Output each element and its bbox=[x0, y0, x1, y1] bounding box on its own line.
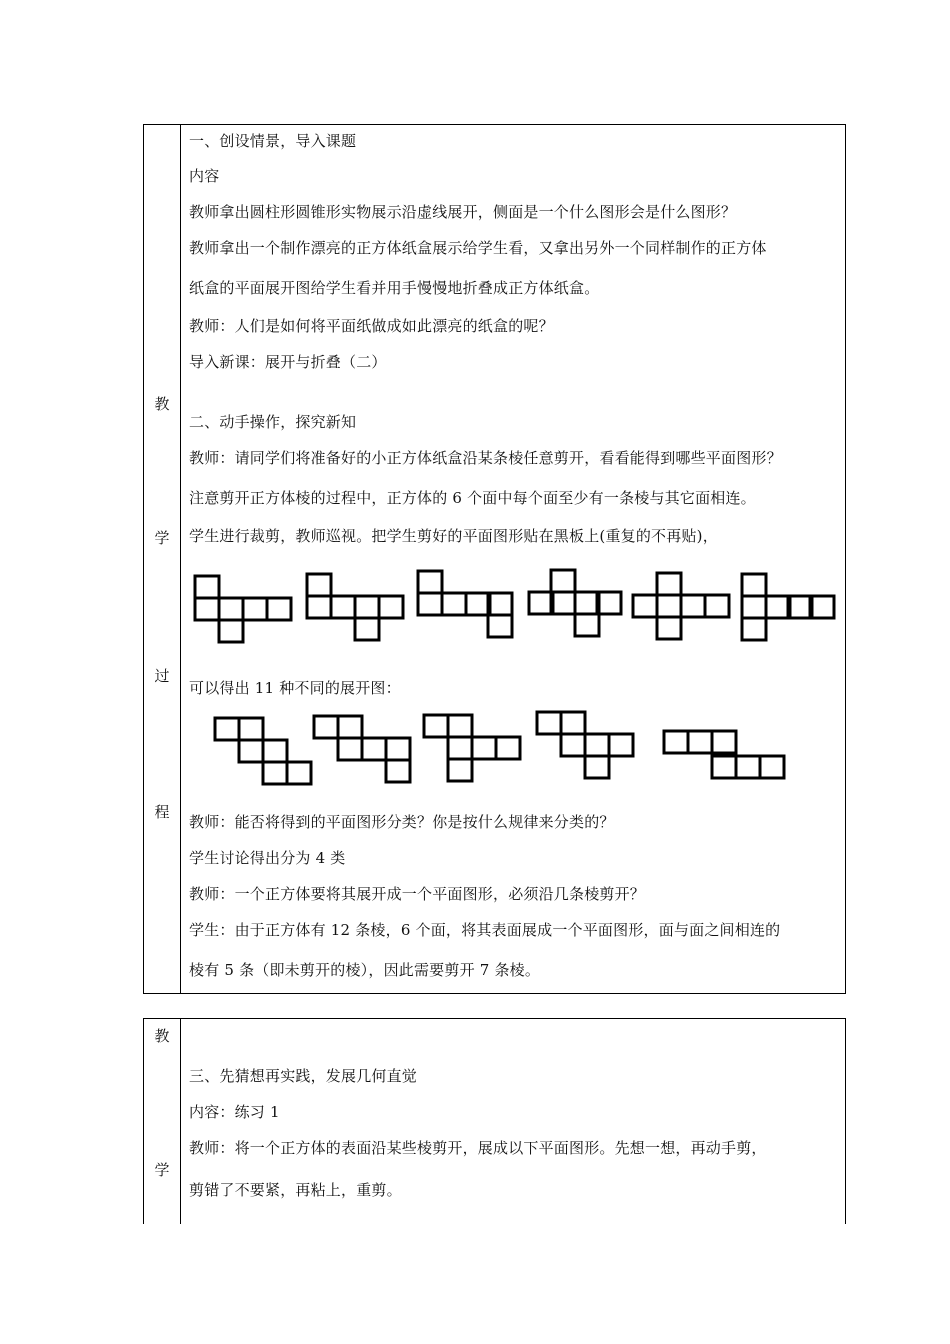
text-line: 注意剪开正方体棱的过程中，正方体的 6 个面中每个面至少有一条棱与其它面相连。 bbox=[189, 489, 756, 507]
text-line: 剪错了不要紧，再粘上，重剪。 bbox=[189, 1181, 402, 1199]
side-label-char: 教 bbox=[154, 1027, 170, 1045]
text-line: 棱有 5 条（即未剪开的棱），因此需要剪开 7 条棱。 bbox=[189, 961, 541, 979]
cube-net-1 bbox=[195, 576, 291, 642]
text-line: 教师：将一个正方体的表面沿某些棱剪开，展成以下平面图形。先想一想，再动手剪， bbox=[189, 1139, 767, 1157]
text-line: 学生讨论得出分为 4 类 bbox=[189, 849, 346, 867]
text-line: 教师拿出圆柱形圆锥形实物展示沿虚线展开，侧面是一个什么图形会是什么图形？ bbox=[189, 203, 737, 221]
cube-net-3 bbox=[418, 571, 512, 637]
text-line: 学生：由于正方体有 12 条棱，6 个面，将其表面展成一个平面图形，面与面之间相连的 bbox=[189, 921, 781, 939]
text-line: 教师：请同学们将准备好的小正方体纸盒沿某条棱任意剪开，看看能得到哪些平面图形？ bbox=[189, 449, 782, 467]
cube-net-2 bbox=[307, 574, 403, 640]
cube-net-11 bbox=[664, 731, 784, 778]
text-line: 纸盒的平面展开图给学生看并用手慢慢地折叠成正方体纸盒。 bbox=[189, 279, 600, 297]
section-heading: 一、创设情景，导入课题 bbox=[189, 132, 357, 150]
text-line: 内容 bbox=[189, 167, 220, 185]
section-heading: 二、动手操作，探究新知 bbox=[189, 413, 357, 431]
side-label-char: 学 bbox=[154, 1161, 170, 1179]
cube-net-9 bbox=[424, 715, 520, 781]
side-label-char: 学 bbox=[154, 529, 170, 547]
cube-net-10 bbox=[537, 712, 633, 778]
text-line: 内容：练习 1 bbox=[189, 1103, 280, 1121]
text-line: 教师：能否将得到的平面图形分类？你是按什么规律来分类的？ bbox=[189, 813, 615, 831]
side-label-char: 程 bbox=[154, 803, 170, 821]
text-line: 导入新课：展开与折叠（二） bbox=[189, 353, 387, 371]
cube-net-5 bbox=[633, 573, 729, 639]
side-label-char: 教 bbox=[154, 395, 170, 413]
cube-net-7 bbox=[215, 718, 311, 784]
text-line: 教师：一个正方体要将其展开成一个平面图形，必须沿几条棱剪开？ bbox=[189, 885, 646, 903]
cube-net-6 bbox=[742, 574, 834, 640]
text-line: 教师：人们是如何将平面纸做成如此漂亮的纸盒的呢？ bbox=[189, 317, 554, 335]
cube-net-8 bbox=[314, 716, 410, 782]
section-heading: 三、先猜想再实践，发展几何直觉 bbox=[189, 1067, 418, 1085]
text-line: 学生进行裁剪，教师巡视。把学生剪好的平面图形贴在黑板上(重复的不再贴)， bbox=[189, 527, 718, 545]
text-line: 教师拿出一个制作漂亮的正方体纸盒展示给学生看，又拿出另外一个同样制作的正方体 bbox=[189, 239, 767, 257]
text-line: 可以得出 11 种不同的展开图： bbox=[189, 679, 401, 697]
side-label-char: 过 bbox=[154, 667, 170, 685]
cube-net-4 bbox=[529, 570, 621, 636]
